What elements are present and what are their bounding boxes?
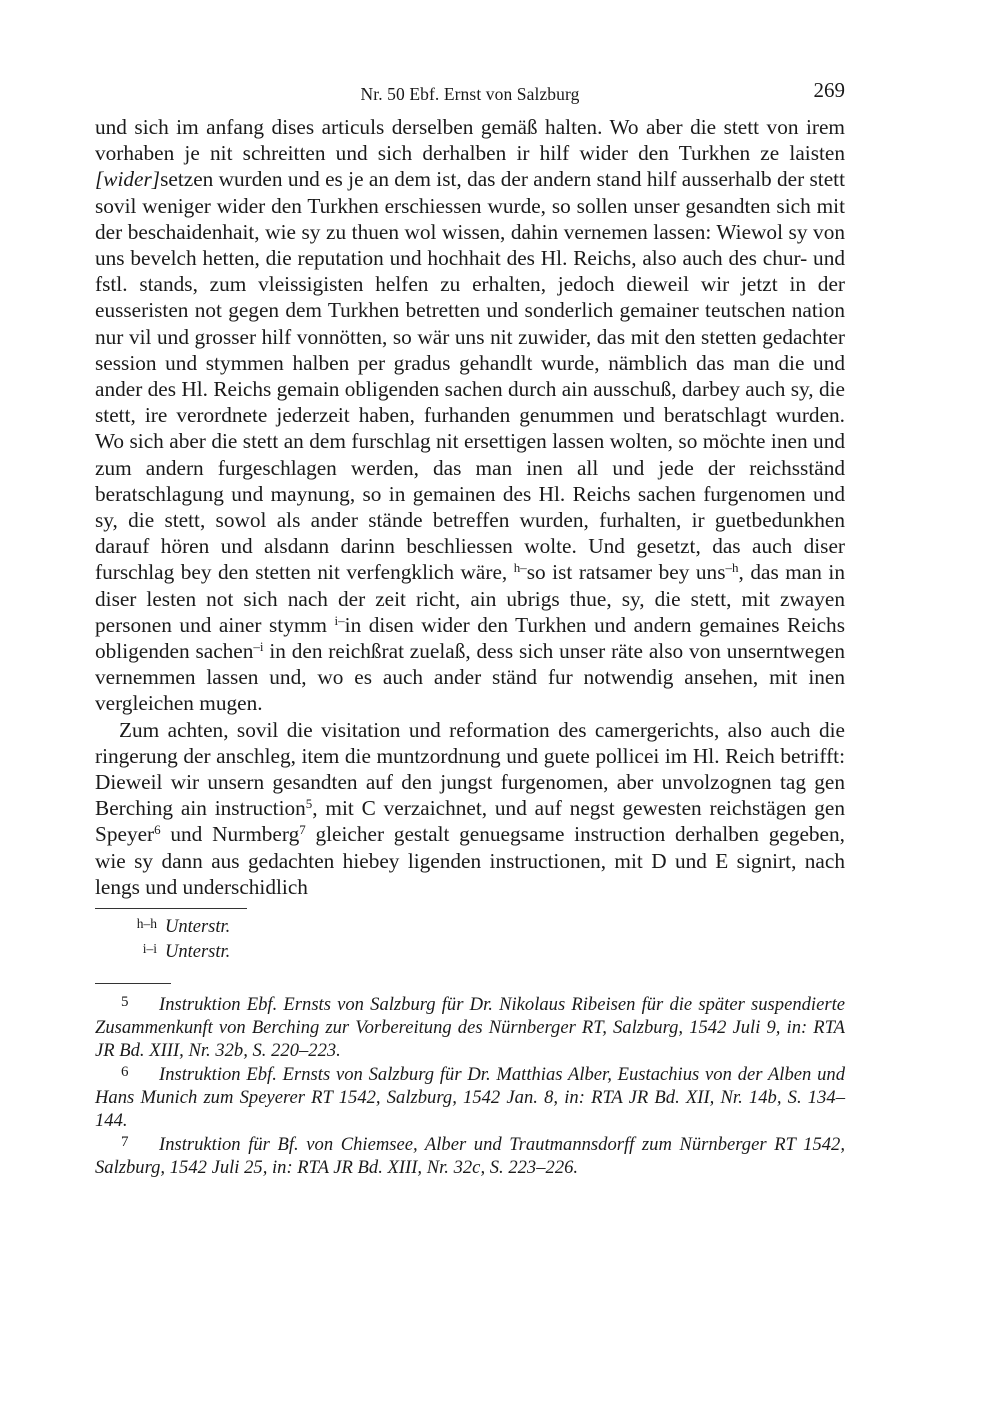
page-number: 269 (813, 78, 845, 102)
footnote-divider (95, 983, 171, 984)
footnote (95, 994, 845, 1062)
apparatus-marker: i– (334, 612, 345, 628)
footnote (95, 1064, 845, 1132)
paragraph (95, 114, 845, 717)
footnote (95, 1134, 845, 1180)
apparatus-siglum: h–h (136, 916, 157, 932)
footnote-number: 5 (121, 994, 129, 1011)
text-span: gleicher gestalt genuegsame instruction derhalben gegeben, wie sy dann aus gedachten hiebey ligenden instructionen, mit D und E signirt, nach lengs und underschidlich (95, 822, 845, 899)
apparatus-text: Unterstr. (165, 917, 231, 938)
text-span: Zum achten, sovil die visitation und reformation des camergerichts, also auch die ringerung der anschleg, item die muntzordnung und guete pollicei im Hl. Reich betrifft: Dieweil wir unsern gesandten auf den jungst furgenomen, aber unvolzognen tag gen Berching ain instruction (95, 717, 845, 821)
running-title: Nr. 50 Ebf. Ernst von Salzburg (360, 84, 580, 104)
text-span: setzen wurden und es je an dem ist, das der andern stand hilf ausserhalb der stett sovil weniger wider den Turkhen erschiessen wurde, so sollen unser gesandten sich mit der beschaidenhait, wie sy zu thuen wol wissen, dahin vernemen lassen: Wiewol sy von uns bevelch hetten, die reputation und hochhait des Hl. Reichs, also auch des chur- und fstl. stands, zum vleissigisten helfen zu erhalten, jedoch dieweil wir jetzt in der eusseristen not gegen dem Turkhen betretten und sonderlich gemainer teutschen nation nur vil und grosser hilf vonnötten, so wär uns nit zuwider, das mit den stetten gedachter session und stymmen halben per gradus gehandlt wurde, nämblich das man die und ander des Hl. Reichs gemain obligenden sachen durch ain ausschuß, darbey auch sy, die stett, ire verordnete jederzeit haben, furhanden genummen und beratschlagt wurden. Wo sich aber die stett an dem furschlag nit ersettigen lassen wolten, so möchte inen und zum andern furgeschlagen werden, das man inen all und jede der reichsständ beratschlagung und maynung, so in gemainen des Hl. Reichs sachen furgenomen und sy, die stett, sowol als ander stände betreffen wurden, furhalten, ir guetbedunkhen darauf hören und alsdann darinn beschliessen wolte. Und gesetzt, das auch diser furschlag bey den stetten nit verfengklich wäre, (95, 167, 845, 585)
apparatus-entry (95, 915, 845, 940)
text-span: und Nurmberg (160, 822, 300, 847)
footnote-text: Instruktion für Bf. von Chiemsee, Alber und Trautmannsdorff zum Nürnberger RT 1542, Salzburg, 1542 Juli 25, in: RTA JR Bd. XIII, Nr. 32c, S. 223–226. (95, 1133, 845, 1179)
apparatus-marker: –h (725, 560, 739, 576)
footnote-ref[interactable]: 7 (299, 822, 306, 838)
document-page (95, 78, 845, 1181)
footnote-ref[interactable]: 5 (305, 796, 313, 812)
text-span: in den reichßrat zuelaß, dess sich unser räte also von unserntwegen vernemmen lassen und, wo es auch ander ständ fur notwendig ansehen, mit inen vergleichen mugen. (95, 639, 845, 716)
footnotes (95, 994, 845, 1179)
apparatus-entry (95, 940, 845, 965)
apparatus-divider (95, 908, 247, 909)
paragraph (95, 717, 845, 900)
footnote-text: Instruktion Ebf. Ernsts von Salzburg für Dr. Matthias Alber, Eustachius von der Alben und Hans Munich zum Speyerer RT 1542, Salzburg, 1542 Jan. 8, in: RTA JR Bd. XII, Nr. 14b, S. 134–144. (95, 1063, 845, 1131)
apparatus-text: Unterstr. (165, 942, 231, 963)
text-span: so ist ratsamer bey uns (526, 560, 726, 585)
critical-apparatus (95, 915, 845, 965)
apparatus-marker: h– (513, 560, 527, 576)
editorial-insertion: [wider] (95, 167, 161, 192)
footnote-number: 6 (121, 1063, 129, 1080)
running-header (95, 78, 845, 108)
text-span: , mit C verzaichnet, und auf negst gewesten reichstägen gen Speyer (95, 796, 845, 847)
apparatus-marker: –i (253, 638, 264, 654)
footnote-number: 7 (121, 1133, 129, 1150)
apparatus-siglum: i–i (142, 941, 157, 957)
footnote-ref[interactable]: 6 (154, 822, 161, 838)
main-text (95, 114, 845, 900)
text-span: , das man in diser lesten not sich nach der zeit richt, ain ubrigs thue, sy, die stett, mit zwayen personen und ainer stymm (95, 560, 845, 637)
footnote-text: Instruktion Ebf. Ernsts von Salzburg für Dr. Nikolaus Ribeisen für die später suspendierte Zusammenkunft von Berching zur Vorbereitung des Nürnberger RT, Salzburg, 1542 Juli 9, in: RTA JR Bd. XIII, Nr. 32b, S. 220–223. (95, 994, 845, 1061)
text-span: in disen wider den Turkhen und andern gemaines Reichs obligenden sachen (95, 612, 845, 664)
text-span: und sich im anfang dises articuls derselben gemäß halten. Wo aber die stett von irem vorhaben je nit schreitten und sich derhalben ir hilf wider den Turkhen ze laisten (95, 115, 845, 166)
